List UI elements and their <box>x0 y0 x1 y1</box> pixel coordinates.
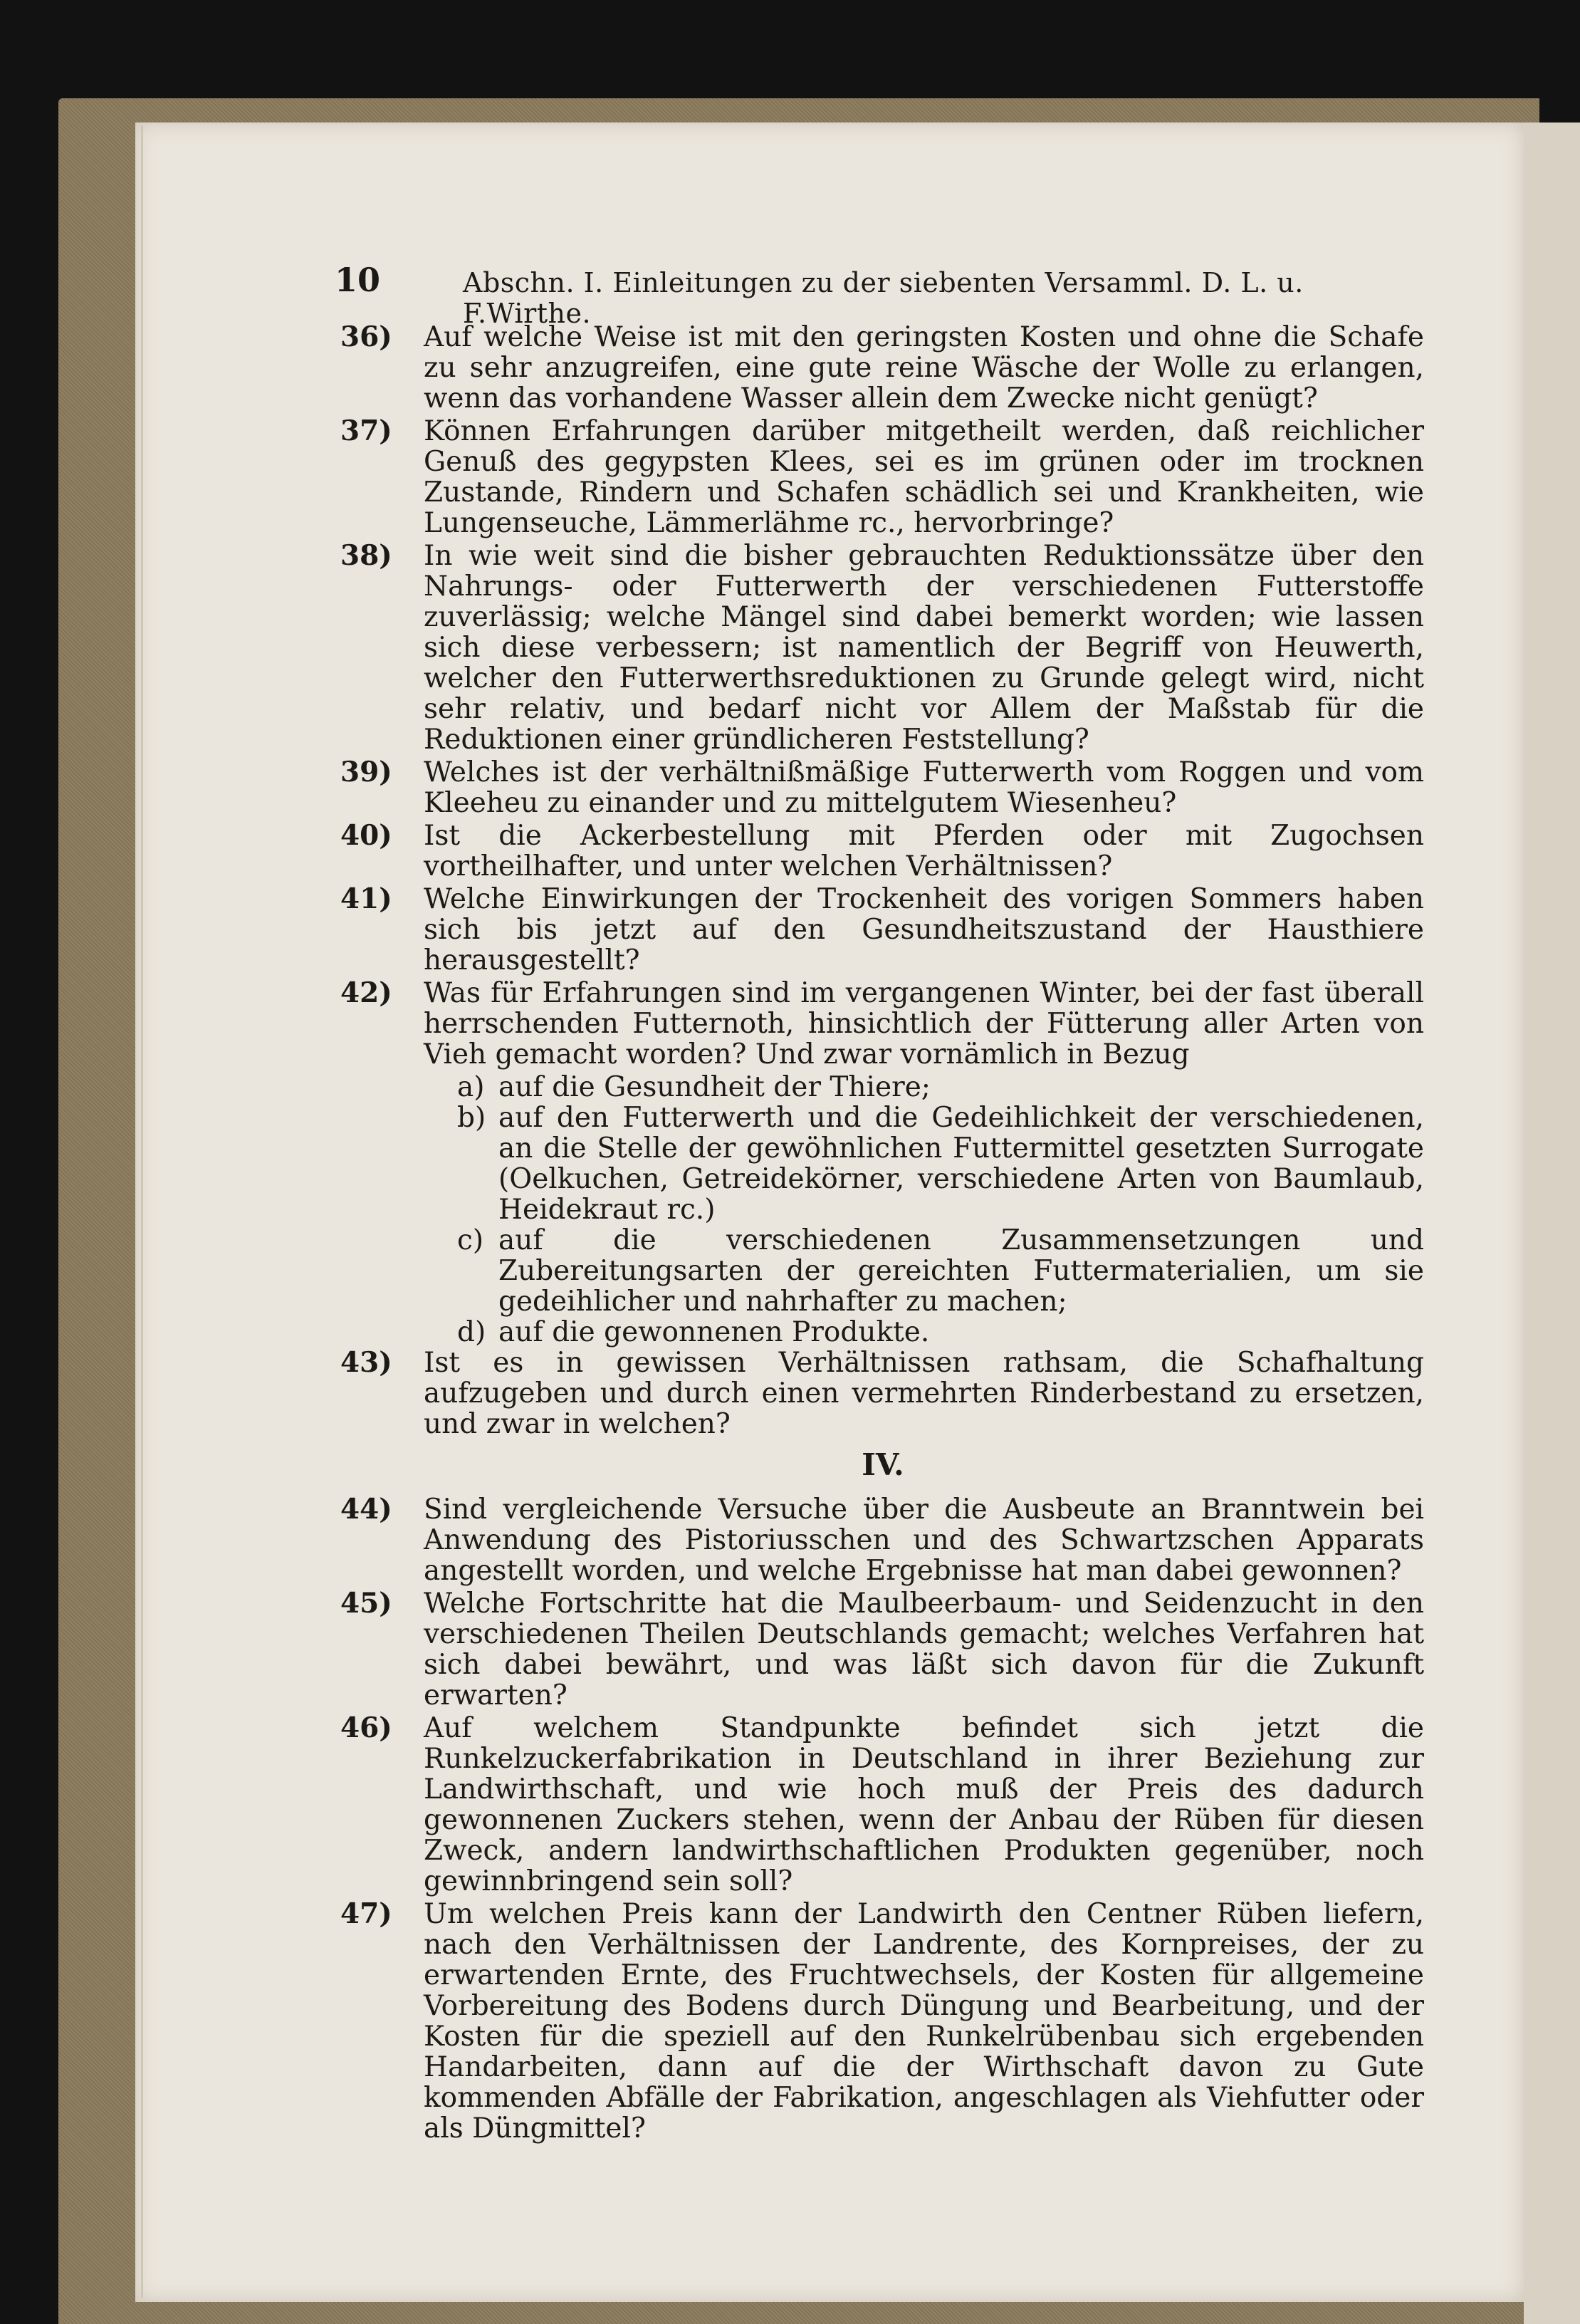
sub-item <box>342 1317 1424 1348</box>
question-number: 38) <box>340 539 392 572</box>
sub-item-letter: c) <box>457 1224 484 1256</box>
question-text: Sind vergleichende Versuche über die Ausbeute an Branntwein bei Anwendung des Pistoriusschen und des Schwartzschen Apparats angestellt worden, und welche Ergebnisse hat man dabei gewonnen? <box>424 1494 1424 1587</box>
sub-item <box>342 1225 1424 1317</box>
section-heading: IV. <box>862 1447 904 1482</box>
question-number: 47) <box>340 1897 392 1930</box>
question-number: 37) <box>340 415 392 447</box>
question-text: Auf welche Weise ist mit den geringsten Kosten und ohne die Schafe zu sehr anzugreifen, eine gute reine Wäsche der Wolle zu erlangen, wenn das vorhandene Wasser allein dem Zwecke nicht genügt? <box>424 321 1424 415</box>
question-item <box>342 1899 1424 2144</box>
question-item <box>342 1713 1424 1897</box>
sub-item <box>342 1072 1424 1103</box>
question-text: Ist es in gewissen Verhältnissen rathsam, die Schafhaltung aufzugeben und durch einen vermehrten Rinderbestand zu ersetzen, und zwar in welchen? <box>424 1347 1424 1440</box>
question-item <box>342 416 1424 538</box>
sub-item-letter: d) <box>457 1316 486 1348</box>
question-number: 42) <box>340 976 392 1009</box>
question-number: 41) <box>340 882 392 915</box>
page-header <box>335 261 1424 329</box>
question-text: Ist die Ackerbestellung mit Pferden oder mit Zugochsen vortheilhafter, und unter welchen Verhältnissen? <box>424 820 1424 882</box>
question-text: Welche Fortschritte hat die Maulbeerbaum- und Seidenzucht in den verschiedenen Theilen Deutschlands gemacht; welches Verfahren hat sich dabei bewährt, und was läßt sich davon für die Zukunft erwarten? <box>424 1588 1424 1711</box>
page-number: 10 <box>335 261 381 299</box>
question-number: 36) <box>340 321 392 353</box>
question-number: 46) <box>340 1711 392 1744</box>
question-text: Können Erfahrungen darüber mitgetheilt werden, daß reichlicher Genuß des gegypsten Klees, sei es im grünen oder im trocknen Zustande, Rindern und Schafen schädlich sei und Krankheiten, wie Lungenseuche, Lämmerlähme rc., hervorbringe? <box>424 415 1424 539</box>
question-text: Um welchen Preis kann der Landwirth den Centner Rüben liefern, nach den Verhältnissen der Landrente, des Kornpreises, der zu erwartenden Ernte, des Fruchtwechsels, der Kosten für allgemeine Vorbereitung des Bodens durch Düngung und Bearbeitung, und der Kosten für die speziell auf den Runkelrübenbau sich ergebenden Handarbeiten, dann auf die der Wirthschaft davon zu Gute kommenden Abfälle der Fabrikation, angeschlagen als Viehfutter oder als Düngmittel? <box>424 1898 1424 2145</box>
sub-item-letter: b) <box>457 1102 486 1134</box>
question-text: In wie weit sind die bisher gebrauchten Reduktionssätze über den Nahrungs- oder Futterwerth der verschiedenen Futterstoffe zuverlässig; welche Mängel sind dabei bemerkt worden; wie lassen sich diese verbessern; ist namentlich der Begriff von Heuwerth, welcher den Futterwerthsreduktionen zu Grunde gelegt wird, nicht sehr relativ, und bedarf nicht vor Allem der Maßstab für die Reduktionen einer gründlicheren Feststellung? <box>424 540 1424 756</box>
question-item <box>342 978 1424 1070</box>
question-item <box>342 322 1424 414</box>
question-item <box>342 1494 1424 1586</box>
sub-item-text: auf den Futterwerth und die Gedeihlichkeit der verschiedenen, an die Stelle der gewöhnlichen Futtermittel gesetzten Surrogate (Oelkuchen, Getreidekörner, verschiedene Arten von Baumlaub, Heidekraut rc.) <box>498 1102 1424 1226</box>
sub-item-text: auf die gewonnenen Produkte. <box>498 1316 930 1348</box>
question-item <box>342 757 1424 818</box>
running-head: Abschn. I. Einleitungen zu der siebenten Versamml. D. L. u. F.Wirthe. <box>463 267 1304 329</box>
question-number: 39) <box>340 756 392 788</box>
sub-item <box>342 1103 1424 1225</box>
question-item <box>342 541 1424 755</box>
question-number: 45) <box>340 1587 392 1620</box>
question-number: 44) <box>340 1493 392 1526</box>
question-text: Welches ist der verhältnißmäßige Futterwerth vom Roggen und vom Kleeheu zu einander und zu mittelgutem Wiesenheu? <box>424 756 1424 819</box>
question-number: 40) <box>340 819 392 852</box>
question-item <box>342 1348 1424 1439</box>
question-item <box>342 1588 1424 1711</box>
page-gutter <box>141 125 143 2298</box>
sub-item-letter: a) <box>457 1071 485 1103</box>
question-item <box>342 884 1424 976</box>
question-text: Was für Erfahrungen sind im vergangenen Winter, bei der fast überall herrschenden Futternoth, hinsichtlich der Fütterung aller Arten von Vieh gemacht worden? Und zwar vornämlich in Bezug <box>424 977 1424 1070</box>
question-number: 43) <box>340 1346 392 1379</box>
question-item <box>342 820 1424 882</box>
sub-item-text: auf die Gesundheit der Thiere; <box>498 1071 931 1103</box>
page-content <box>335 261 1424 2146</box>
question-text: Welche Einwirkungen der Trockenheit des vorigen Sommers haben sich bis jetzt auf den Gesundheitszustand der Hausthiere herausgestellt? <box>424 883 1424 976</box>
question-text: Auf welchem Standpunkte befindet sich jetzt die Runkelzuckerfabrikation in Deutschland in ihrer Beziehung zur Landwirthschaft, und wie hoch muß der Preis des dadurch gewonnenen Zuckers stehen, wenn der Anbau der Rüben für diesen Zweck, andern landwirthschaftlichen Produkten gegenüber, noch gewinnbringend sein soll? <box>424 1712 1424 1897</box>
facing-page-edge <box>1524 123 1580 2324</box>
sub-item-text: auf die verschiedenen Zusammensetzungen und Zubereitungsarten der gereichten Futtermaterialien, um sie gedeihlicher und nahrhafter zu machen; <box>498 1224 1424 1318</box>
